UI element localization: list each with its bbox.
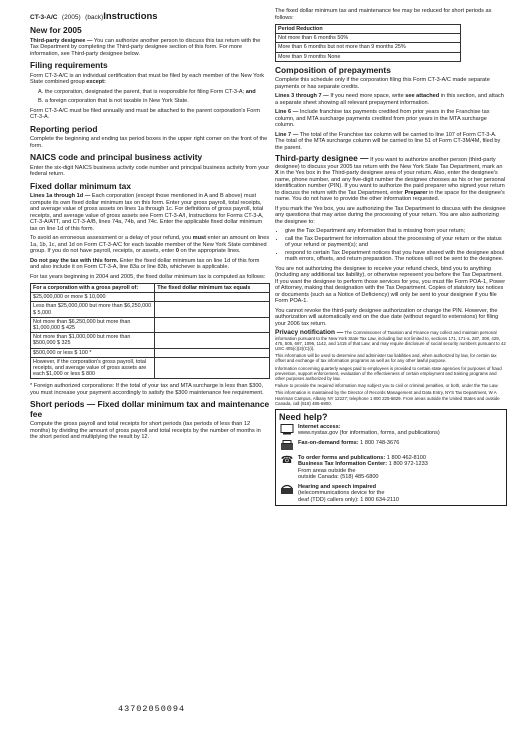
short-paragraph: Compute the gross payroll and total receipts for short periods (tax periods of less than 12 months) by dividing the amount of gross payroll and total receipts by the number of months in the short period and multiplying the result by 12. — [30, 421, 261, 441]
fixed-paragraph-4: For tax years beginning in 2004 and 2005, the fixed dollar minimum tax is computed as follows: — [30, 273, 266, 280]
table-row: $25,000,000 or more $ 10,000 — [31, 293, 270, 302]
internet-row — [279, 424, 503, 437]
privacy-paragraph-3: Information concerning quarterly wages paid to employees is provided to certain state agencies for purposes of fraud prevention, support enforcement, evaluation of the effectiveness of certain employment and training programs and other purposes authorized by law. — [275, 365, 502, 381]
order-label: To order forms and publications: — [298, 454, 386, 461]
fixed-paragraph-2: To avoid an erroneous assessment or a delay of your refund, you must enter an amount on lines 1a, 1b, 1c, and 1d on Form CT-3-A/C for each taxable member of the New York State combined group. If you do not have payroll, receipts, or assets, enter 0 on the appropriate lines. — [30, 235, 270, 254]
phone-row — [279, 455, 503, 481]
period-reduction-table — [275, 24, 461, 62]
new-heading: New for 2005 — [30, 25, 82, 35]
tpd-paragraph-2: If you mark the Yes box, you are authorizing the Tax Department to discuss with the designee any questions that may arise during the processing of your return. You are also authorizing the designee to: — [275, 205, 506, 225]
filing-heading: Filing requirements — [30, 60, 108, 70]
bti-label: Business Tax Information Center: — [298, 461, 388, 468]
tpd-paragraph-3: You are not authorizing the designee to receive your refund check, bind you to anything (including any additional tax liability), or otherwise represent you before the Tax Department. If you want the designee to perform those services for you, you must file Form POA-1, Power of Attorney, making that designation with the Tax Department. Copies of statutory tax notices or documents (such as a Notice of Deficiency) will only be sent to your designee if you file Form POA-1. — [275, 265, 506, 305]
tpd-paragraph: Third-party designee — If you want to authorize another person (third-party designee) to discuss your 2005 tax return with the New York State Tax Department, mark an X in the Yes box in the Third-party designee area of your return. Also, enter the designee's name, phone number, and any five-digit number the designee chooses as his or her personal identification number (PIN). If you want to authorize the paid preparer who signed your return to discuss the return with the Tax Department, enter Preparer in the space for the designee's name. You do not have to provide the other information requested. — [275, 153, 506, 203]
left-column — [30, 22, 270, 444]
period-paragraph: Complete the beginning and ending tax period boxes in the upper right corner on the front of the form. — [30, 136, 268, 149]
fax-label: Fax-on-demand forms: — [298, 439, 359, 446]
table-row: Not more than $1,000,000 but more than $500,000 $ 325 — [31, 333, 270, 348]
page-title: Instructions — [103, 11, 158, 22]
barcode-number: 43702050094 — [118, 704, 186, 714]
list-item: • give the Tax Department any information that is missing from your return; — [285, 228, 507, 235]
footnote: * Foreign authorized corporations: If the total of your tax and MTA surcharge is less than $300, you must increase your payment accordingly to satisfy the $300 maintenance fee requirement. — [30, 383, 264, 396]
list-item: • respond to certain Tax Department notices that you have shared with the designee about math errors, offsets, and return preparation. The notices will not be sent to the designee. — [285, 250, 507, 263]
tdd-row — [279, 484, 503, 504]
naics-heading: NAICS code and principal business activity — [30, 152, 203, 162]
tdd-icon — [279, 484, 295, 496]
fixed-paragraph-1: Lines 1a through 1d — Each corporation (except those mentioned in A and B above) must compute its own fixed dollar minimum tax on this form. Enter your gross payroll, total receipts, and average value of gross assets on lines 1a through 1c. For definitions of gross payroll, total receipts, and average value of gross assets see Form CT-3-A/I, Instructions for Forms CT-3-A, CT-3-A/ATT, and CT-3-A/B, lines 74a, 74b, and 74c. Enter the applicable fixed dollar minimum tax on line 1d of this form. — [30, 193, 264, 232]
new-paragraph: Third-party designee — You can authorize another person to discuss this tax return with the Tax Department by completing the Third-party designee section of this form. For more information, see Third-party designee below. — [30, 37, 261, 57]
line6-paragraph: Line 6 — Include franchise tax payments credited from prior years in the Franchise tax column, and MTA surcharge payments credited from prior years in the MTA surcharge column. — [275, 109, 490, 129]
line7-paragraph: Line 7 — The total of the Franchise tax column will be carried to line 107 of Form CT-3-A. The total of the MTA surcharge column will be carried to line 51 of Form CT-3M/4M, filed by the parent. — [275, 131, 501, 151]
tpd-list — [275, 228, 507, 263]
computer-icon — [279, 424, 295, 436]
table-row: Not more than $6,250,000 but more than $1,000,000 $ 425 — [31, 317, 270, 332]
short-heading: Short periods — Fixed dollar minimum tax and maintenance fee — [30, 399, 270, 419]
tpd-paragraph-4: You cannot revoke the third-party designee authorization or change the PIN. However, the authorization will automatically end on the due date (without regard to extensions) for filing your 2006 tax return. — [275, 307, 499, 327]
internet-link[interactable]: www.nystax.gov (for information, forms, and publications) — [298, 430, 440, 437]
bti-number: 1 800 972-1233 — [388, 461, 428, 468]
need-help-box — [275, 409, 507, 507]
hearing-number: 1 800 634-2110 — [360, 496, 399, 503]
fixed-paragraph-3: Do not pay the tax with this form. Enter the fixed dollar minimum tax on line 1d of this form and also include it on Form CT-3-A, line 83a or line 83b, whichever is applicable. — [30, 257, 260, 270]
prepay-heading: Composition of prepayments — [275, 64, 391, 75]
table-row: Less than $25,000,000 but more than $6,250,000 $ 5,000 — [31, 302, 270, 317]
period-heading: Reporting period — [30, 123, 98, 134]
outside-line-1: From areas outside the — [298, 467, 356, 474]
table-row: More than 9 months None — [276, 52, 461, 61]
naics-paragraph: Enter the six-digit NAICS business activity code number and principal business activity from your federal return. — [30, 164, 270, 177]
table-row: More than 6 months but not more than 9 months 25% — [276, 43, 461, 52]
hearing-line-2: deaf (TDD) callers only): — [298, 496, 359, 503]
internet-label: Internet access: — [298, 423, 341, 430]
lines3-paragraph: Lines 3 through 7 — If you need more space, write see attached in this section, and attach a separate sheet showing all relevant prepayment information. — [275, 93, 504, 106]
telephone-icon: ☎ — [280, 455, 294, 467]
fixed-minimum-table — [30, 283, 270, 379]
table-header-tax: The fixed dollar minimum tax equals — [155, 284, 270, 293]
form-id: CT-3-A/C — [30, 14, 58, 21]
privacy-paragraph: Privacy notification — The Commissioner of Taxation and Finance may collect and maintain personal information pursuant to the New York State Tax Law, including but not limited to, sections 171, 171-a, 287, 308, 429, 475, 505, 697, 1096, 1142, and 1415 of that Law; and may require disclosure of social security numbers pursuant to 42 USC 405(c)(2)(C)(i). — [275, 329, 506, 351]
privacy-paragraph-4: Failure to provide the required information may subject you to civil or criminal penalties, or both, under the Tax Law. — [275, 383, 499, 389]
fee-paragraph: The fixed dollar minimum tax and maintenance fee may be reduced for short periods as follows: — [275, 8, 492, 21]
table-row: $500,000 or less $ 100 * — [31, 348, 270, 357]
fixed-heading: Fixed dollar minimum tax — [30, 180, 131, 191]
fax-number: 1 800 748-3676 — [360, 439, 400, 446]
fax-icon — [279, 440, 295, 452]
form-year: (2005) — [61, 14, 81, 21]
table-header-payroll: For a corporation with a gross payroll of: — [31, 284, 155, 293]
help-title: Need help? — [279, 411, 328, 422]
fax-row — [279, 440, 503, 452]
right-column — [275, 8, 507, 506]
filing-paragraph: Form CT-3-A/C is an individual certification that must be filed by each member of the New York State combined group except: — [30, 72, 265, 85]
reduction-header: Period Reduction — [276, 25, 461, 34]
privacy-paragraph-2: This information will be used to determine and administer tax liabilities and, when authorized by law, for certain tax offset and exchange of tax information programs as well as for any other lawful purpose. — [275, 353, 497, 364]
filing-item-b: B. a foreign corporation that is not taxable in New York State. — [38, 98, 189, 104]
table-row: However, if the corporation's gross payroll, total receipts, and average value of gross assets are each $1,000 or less $ 800 — [31, 357, 270, 379]
prepay-paragraph: Complete this schedule only if the corporation filing this Form CT-3-A/C made separate payments or has separate credits. — [275, 77, 490, 90]
hearing-line-1: (telecommunications device for the — [298, 490, 385, 497]
filing-item-a: A. the corporation, designated the parent, that is responsible for filing Form CT-3-A; and — [38, 88, 256, 95]
privacy-paragraph-5: This information is maintained by the Director of Records Management and Data Entry, NYS Tax Department, W A Harriman Campus, Albany NY 12227; telephone 1 800 225-5829. From areas outside the United States and outside Canada, call (518) 485-6800. — [275, 390, 500, 406]
filing-paragraph-2: Form CT-3-A/C must be filed annually and must be attached to the parent corporation's Form CT-3-A. — [30, 107, 260, 120]
outside-line-2: outside Canada: (518) 485-6800 — [298, 474, 379, 481]
table-row: Not more than 6 months 50% — [276, 34, 461, 43]
page-side: (back) — [85, 14, 104, 21]
list-item: • call the Tax Department for information about the processing of your return or the status of your refund or payment(s); and — [285, 236, 507, 249]
hearing-label: Hearing and speech impaired — [298, 483, 377, 490]
order-number: 1 800 462-8100 — [386, 454, 426, 461]
